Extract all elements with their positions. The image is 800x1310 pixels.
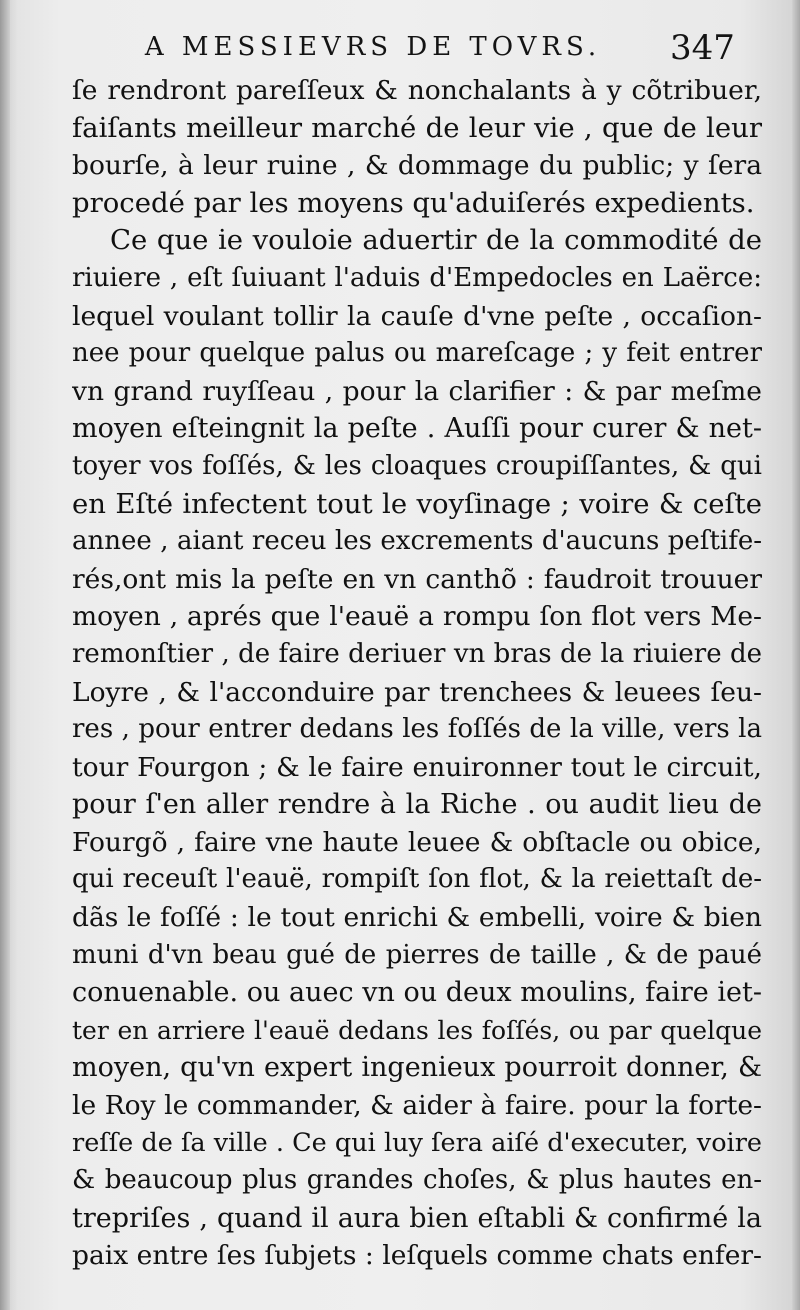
page-edge-shadow (792, 0, 800, 1310)
text-line: qui receuſt l'eauë, rompiſt ſon flot, & la reiettaſt de- (72, 864, 762, 895)
text-line: moyen eſteingnit la peſte . Auſſi pour curer & net- (72, 413, 762, 445)
text-line: en Eſté infectent tout le voyſinage ; voire & ceſte (72, 487, 762, 520)
text-line: annee , aiant receu les excrements d'aucuns peſtife- (72, 526, 762, 557)
text-line: riuiere , eſt ſuiuant l'aduis d'Empedocles en Laërce: (72, 262, 762, 293)
page-gutter-shadow (0, 0, 10, 1310)
text-line: reſſe de ſa ville . Ce qui luy ſera aiſé d'executer, voire (72, 1127, 762, 1158)
text-line: remonſtier , de faire deriuer vn bras de la riuiere de (72, 638, 762, 669)
text-line: res , pour entrer dedans les foſſés de la ville, vers la (72, 714, 762, 745)
text-line: conuenable. ou auec vn ou deux moulins, faire iet- (72, 977, 762, 1009)
text-line: bourſe, à leur ruine , & dommage du public; y ſera (72, 150, 762, 182)
body-text (72, 72, 762, 1275)
text-line: dãs le foſſé : le tout enrichi & embelli, voire & bien (72, 902, 762, 934)
text-line: Fourgõ , faire vne haute leuee & obſtacle ou obice, (72, 826, 762, 858)
text-line: pour ſ'en aller rendre à la Riche . ou audit lieu de (72, 789, 762, 821)
text-line: moyen, qu'vn expert ingenieux pourroit donner, & (72, 1052, 762, 1084)
text-line: tour Fourgon ; & le faire enuironner tout le circuit, (72, 751, 762, 783)
running-title: A MESSIEVRS DE TOVRS. (144, 32, 602, 62)
text-line: le Roy le commander, & aider à faire. pour la forte- (72, 1090, 762, 1122)
text-line: muni d'vn beau gué de pierres de taille , & de paué (72, 939, 762, 970)
text-line: Loyre , & l'acconduire par trenchees & leuees ſeu- (72, 676, 762, 708)
text-line: rés,ont mis la peſte en vn canthõ : faudroit trouuer (72, 563, 762, 595)
page-number: 347 (670, 28, 735, 68)
text-line: toyer vos foſſés, & les cloaques croupiſſantes, & qui (72, 450, 762, 481)
text-line: moyen , aprés que l'eauë a rompu ſon flot vers Me- (72, 601, 762, 633)
text-line: & beaucoup plus grandes choſes, & plus hautes en- (72, 1165, 762, 1196)
paragraph-first-line: Ce que ie vouloie aduertir de la commodité de (110, 224, 762, 257)
text-line: ſe rendront pareſſeux & nonchalants à y cõtribuer, (72, 75, 762, 106)
text-line: paix entre ſes ſubjets : leſquels comme chats enfer- (72, 1240, 762, 1272)
text-line: procedé par les moyens qu'aduiſerés expedients. (72, 186, 755, 219)
text-line: ter en arriere l'eauë dedans les foſſés, ou par quelque (72, 1015, 762, 1045)
text-line: nee pour quelque palus ou mareſcage ; y feit entrer (72, 338, 762, 369)
text-line: lequel voulant tollir la cauſe d'vne peſte , occaſion- (72, 300, 762, 332)
text-line: vn grand ruyſſeau , pour la clarifier : & par meſme (72, 375, 762, 407)
text-line: faiſants meilleur marché de leur vie , que de leur (72, 111, 762, 144)
text-line: trepriſes , quand il aura bien eſtabli & confirmé la (72, 1202, 762, 1234)
